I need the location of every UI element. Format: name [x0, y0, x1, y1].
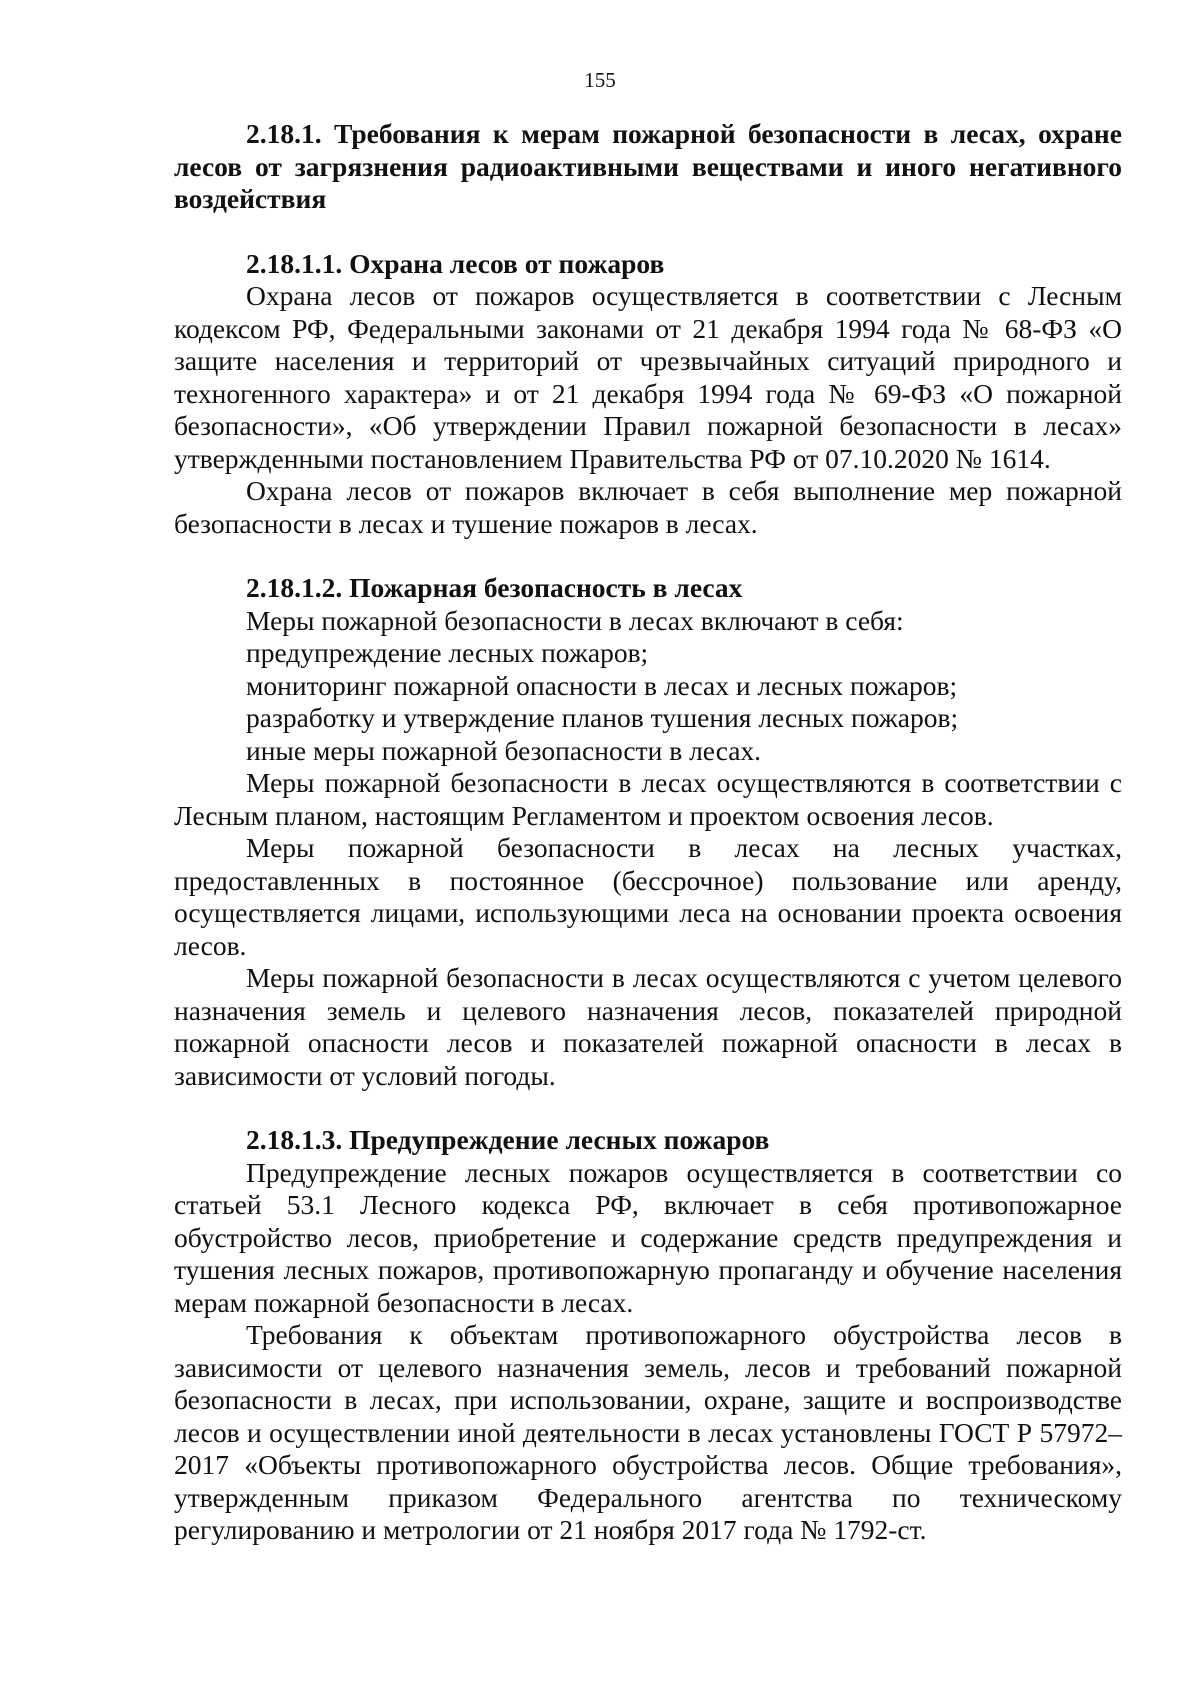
subsection-heading: 2.18.1.3. Предупреждение лесных пожаров — [246, 1124, 770, 1155]
page-content — [174, 118, 1122, 1547]
paragraph: Меры пожарной безопасности в лесах осуществляются в соответствии с Лесным планом, настоящим Регламентом и проектом освоения лесов. — [174, 767, 1122, 831]
paragraph: Предупреждение лесных пожаров осуществляется в соответствии со статьей 53.1 Лесного кодекса РФ, включает в себя противопожарное обустройство лесов, приобретение и содержание средств предупреждения и тушения лесных пожаров, противопожарную пропаганду и обучение населения мерам пожарной безопасности в лесах. — [174, 1156, 1122, 1318]
paragraph: Меры пожарной безопасности в лесах осуществляются с учетом целевого назначения земель и целевого назначения лесов, показателей природной пожарной опасности лесов и показателей пожарной опасности в лесах в зависимости от условий погоды. — [174, 962, 1122, 1091]
spacer — [174, 216, 1122, 248]
paragraph: Меры пожарной безопасности в лесах на лесных участках, предоставленных в постоянное (бессрочное) пользование или аренду, осуществляется лицами, использующими леса на основании проекта освоения лесов. — [174, 832, 1122, 961]
paragraph: Требования к объектам противопожарного обустройства лесов в зависимости от целевого назначения земель, лесов и требований пожарной безопасности в лесах, при использовании, охране, защите и воспроизводстве лесов и осуществлении иной деятельности в лесах установлены ГОСТ Р 57972–2017 «Объекты противопожарного обустройства лесов. Общие требования», утвержденным приказом Федерального агентства по техническому регулированию и метрологии от 21 ноября 2017 года № 1792-ст. — [174, 1319, 1122, 1545]
list-item: предупреждение лесных пожаров; — [246, 637, 649, 668]
list-item: иные меры пожарной безопасности в лесах. — [246, 734, 762, 766]
subsection-heading: 2.18.1.1. Охрана лесов от пожаров — [246, 247, 665, 279]
paragraph: Охрана лесов от пожаров осуществляется в соответствии с Лесным кодексом РФ, Федеральными законами от 21 декабря 1994 года № 68-ФЗ «О защите населения и территорий от чрезвычайных ситуаций природного и техногенного характера» и от 21 декабря 1994 года № 69-ФЗ «О пожарной безопасности», «Об утверждении Правил пожарной безопасности в лесах» утвержденными постановлением Правительства РФ от 07.10.2020 № 1614. — [174, 280, 1122, 474]
paragraph: Меры пожарной безопасности в лесах включают в себя: — [246, 604, 904, 636]
section-heading: 2.18.1. Требования к мерам пожарной безопасности в лесах, охране лесов от загрязнения радиоактивными веществами и иного негативного воздействия — [174, 118, 1122, 214]
subsection-heading: 2.18.1.2. Пожарная безопасность в лесах — [246, 572, 743, 603]
paragraph: Охрана лесов от пожаров включает в себя выполнение мер пожарной безопасности в лесах и тушение пожаров в лесах. — [174, 475, 1122, 539]
page-number: 155 — [584, 68, 616, 92]
list-item: разработку и утверждение планов тушения лесных пожаров; — [246, 702, 959, 733]
spacer — [174, 540, 1122, 572]
list-item: мониторинг пожарной опасности в лесах и лесных пожаров; — [246, 669, 958, 701]
spacer — [174, 1092, 1122, 1124]
